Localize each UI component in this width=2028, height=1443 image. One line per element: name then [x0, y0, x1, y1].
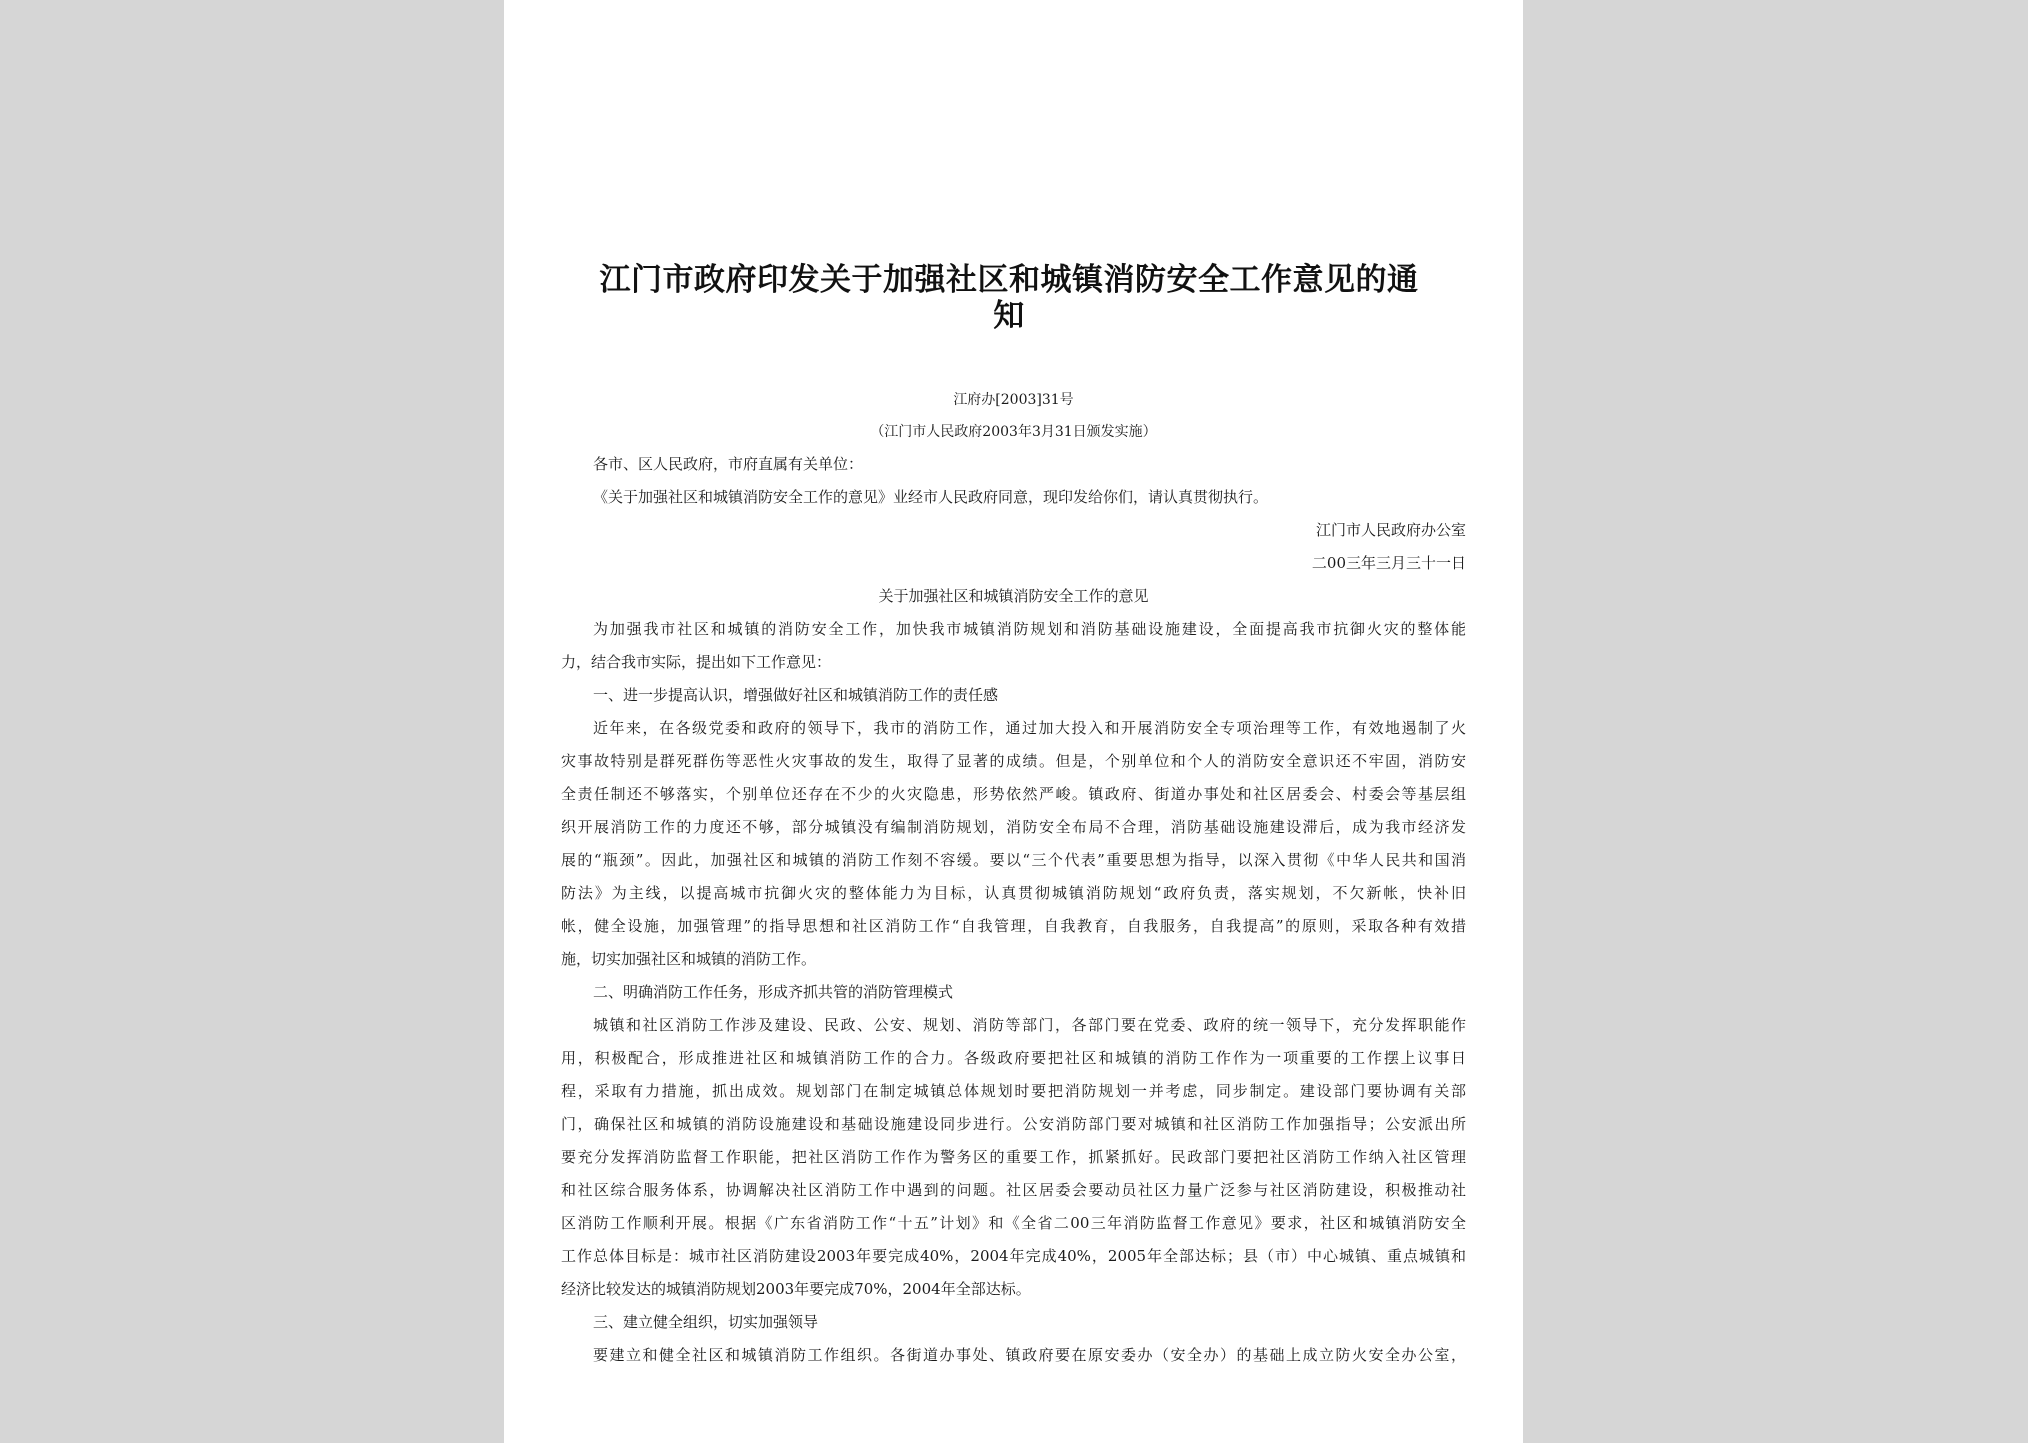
- body-line: 经济比较发达的城镇消防规划2003年要完成70%，2004年全部达标。: [561, 1280, 1031, 1298]
- body-line: 用，积极配合，形成推进社区和城镇消防工作的合力。各级政府要把社区和城镇的消防工作作为一项重要的工作摆上议事日: [561, 1049, 1466, 1067]
- issued-note: （江门市人民政府2003年3月31日颁发实施）: [870, 424, 1157, 440]
- body-line: 全责任制还不够落实，个别单位还存在不少的火灾隐患，形势依然严峻。镇政府、街道办事处和社区居委会、村委会等基层组: [561, 785, 1466, 803]
- document-title: 江门市政府印发关于加强社区和城镇消防安全工作意见的通知: [599, 262, 1419, 334]
- body-line: 区消防工作顺利开展。根据《广东省消防工作“十五”计划》和《全省二00三年消防监督工作意见》要求，社区和城镇消防安全: [561, 1214, 1466, 1232]
- section-heading: 二、明确消防工作任务，形成齐抓共管的消防管理模式: [593, 983, 954, 1001]
- section-heading: 三、建立健全组织，切实加强领导: [593, 1313, 819, 1331]
- opinion-title: 关于加强社区和城镇消防安全工作的意见: [878, 587, 1149, 605]
- body-line: 防法》为主线，以提高城市抗御火灾的整体能力为目标，认真贯彻城镇消防规划“政府负责，落实规划，不欠新帐，快补旧: [561, 884, 1466, 902]
- body-line: 门，确保社区和城镇的消防设施建设和基础设施建设同步进行。公安消防部门要对城镇和社区消防工作加强指导；公安派出所: [561, 1115, 1466, 1133]
- body-line: 城镇和社区消防工作涉及建设、民政、公安、规划、消防等部门，各部门要在党委、政府的统一领导下，充分发挥职能作: [593, 1016, 1466, 1034]
- document-number: 江府办[2003]31号: [953, 392, 1074, 408]
- signatory: 江门市人民政府办公室: [1315, 521, 1466, 539]
- body-line: 工作总体目标是：城市社区消防建设2003年要完成40%，2004年完成40%，2005年全部达标；县（市）中心城镇、重点城镇和: [561, 1247, 1466, 1265]
- sign-date: 二00三年三月三十一日: [1311, 554, 1466, 572]
- intro-paragraph: 《关于加强社区和城镇消防安全工作的意见》业经市人民政府同意，现印发给你们，请认真贯彻执行。: [593, 488, 1269, 506]
- body-line: 施，切实加强社区和城镇的消防工作。: [561, 950, 817, 968]
- section-heading: 一、进一步提高认识，增强做好社区和城镇消防工作的责任感: [593, 686, 999, 704]
- document-page: [504, 0, 1523, 1443]
- body-line: 程，采取有力措施，抓出成效。规划部门在制定城镇总体规划时要把消防规划一并考虑，同步制定。建设部门要协调有关部: [561, 1082, 1466, 1100]
- body-line: 展的“瓶颈”。因此，加强社区和城镇的消防工作刻不容缓。要以“三个代表”重要思想为指导，以深入贯彻《中华人民共和国消: [561, 851, 1466, 869]
- body-line: 帐，健全设施，加强管理”的指导思想和社区消防工作“自我管理，自我教育，自我服务，自我提高”的原则，采取各种有效措: [561, 917, 1466, 935]
- body-line: 为加强我市社区和城镇的消防安全工作，加快我市城镇消防规划和消防基础设施建设，全面提高我市抗御火灾的整体能: [593, 620, 1466, 638]
- body-line: 织开展消防工作的力度还不够，部分城镇没有编制消防规划，消防安全布局不合理，消防基础设施建设滞后，成为我市经济发: [561, 818, 1466, 836]
- body-line: 近年来，在各级党委和政府的领导下，我市的消防工作，通过加大投入和开展消防安全专项治理等工作，有效地遏制了火: [593, 719, 1466, 737]
- body-line: 要充分发挥消防监督工作职能，把社区消防工作作为警务区的重要工作，抓紧抓好。民政部门要把社区消防工作纳入社区管理: [561, 1148, 1466, 1166]
- body-line: 力，结合我市实际，提出如下工作意见：: [561, 653, 832, 671]
- body-line: 要建立和健全社区和城镇消防工作组织。各街道办事处、镇政府要在原安委办（安全办）的基础上成立防火安全办公室，: [593, 1346, 1466, 1364]
- salutation: 各市、区人民政府，市府直属有关单位：: [593, 455, 864, 473]
- body-line: 灾事故特别是群死群伤等恶性火灾事故的发生，取得了显著的成绩。但是，个别单位和个人的消防安全意识还不牢固，消防安: [561, 752, 1466, 770]
- body-line: 和社区综合服务体系，协调解决社区消防工作中遇到的问题。社区居委会要动员社区力量广泛参与社区消防建设，积极推动社: [561, 1181, 1466, 1199]
